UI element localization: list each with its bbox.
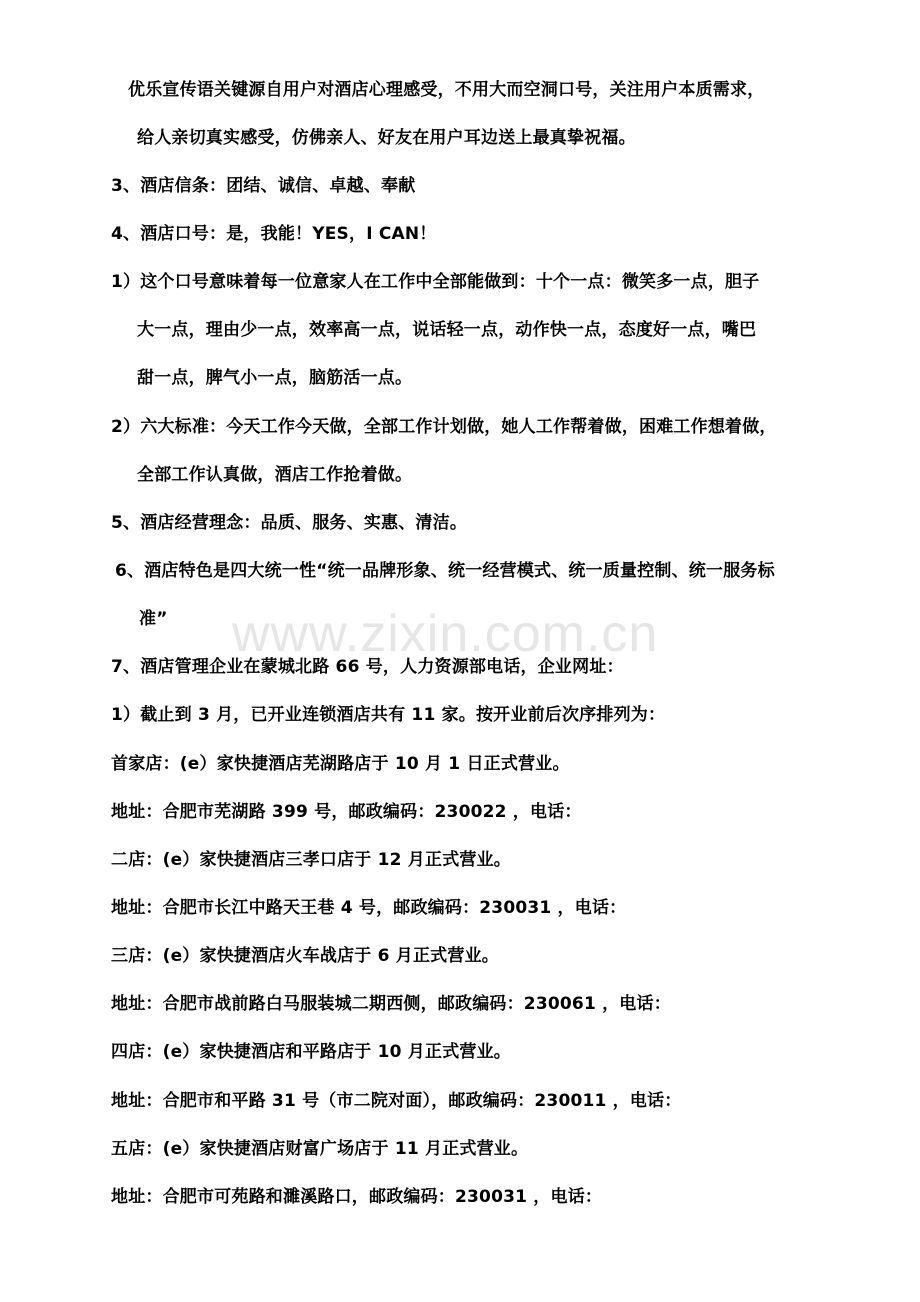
paragraph-line: 五店：(e）家快捷酒店财富广场店于 11 月正式营业。 bbox=[111, 1139, 529, 1159]
paragraph-line: 全部工作认真做，酒店工作抢着做。 bbox=[137, 465, 413, 485]
paragraph-line: 甜一点，脾气小一点，脑筋活一点。 bbox=[137, 368, 413, 388]
watermark: www.zixin.com.cn bbox=[232, 605, 659, 663]
paragraph-line: 地址：合肥市和平路 31 号（市二院对面），邮政编码：230011 ，电话： bbox=[111, 1091, 682, 1111]
paragraph-line: 地址：合肥市芜湖路 399 号，邮政编码：230022 ，电话： bbox=[111, 802, 582, 822]
paragraph-line: 准” bbox=[139, 609, 168, 629]
paragraph-line: 三店：(e）家快捷酒店火车战店于 6 月正式营业。 bbox=[111, 946, 499, 966]
paragraph-line: 给人亲切真实感受，仿佛亲人、好友在用户耳边送上最真挚祝福。 bbox=[137, 128, 636, 148]
paragraph-line: 5、酒店经营理念：品质、服务、实惠、清洁。 bbox=[111, 513, 468, 533]
paragraph-line: 地址：合肥市可苑路和濉溪路口，邮政编码：230031 ，电话： bbox=[111, 1187, 603, 1207]
paragraph-line: 地址：合肥市长江中路天王巷 4 号，邮政编码：230031 ，电话： bbox=[111, 898, 627, 918]
paragraph-line: 6、酒店特色是四大统一性“统一品牌形象、统一经营模式、统一质量控制、统一服务标 bbox=[115, 561, 775, 581]
paragraph-line: 大一点，理由少一点，效率高一点，说话轻一点，动作快一点，态度好一点，嘴巴 bbox=[137, 320, 757, 340]
paragraph-line: 1）这个口号意味着每一位意家人在工作中全部能做到：十个一点：微笑多一点，胆子 bbox=[111, 272, 760, 292]
paragraph-line: 3、酒店信条：团结、诚信、卓越、奉献 bbox=[111, 176, 416, 196]
paragraph-line: 2）六大标准：今天工作今天做，全部工作计划做，她人工作帮着做，困难工作想着做， bbox=[111, 417, 777, 437]
paragraph-line: 优乐宣传语关键源自用户对酒店心理感受，不用大而空洞口号，关注用户本质需求， bbox=[128, 80, 765, 100]
paragraph-line: 二店：(e）家快捷酒店三孝口店于 12 月正式营业。 bbox=[111, 850, 511, 870]
paragraph-line: 四店：(e）家快捷酒店和平路店于 10 月正式营业。 bbox=[111, 1042, 511, 1062]
paragraph-line: 首家店：(e）家快捷酒店芜湖路店于 10 月 1 日正式营业。 bbox=[111, 754, 570, 774]
paragraph-line: 地址：合肥市战前路白马服装城二期西侧，邮政编码：230061 ，电话： bbox=[111, 994, 671, 1014]
paragraph-line: 1）截止到 3 月，已开业连锁酒店共有 11 家。按开业前后次序排列为： bbox=[111, 705, 666, 725]
paragraph-line: 4、酒店口号：是，我能！YES，I CAN！ bbox=[111, 224, 437, 244]
paragraph-line: 7、酒店管理企业在蒙城北路 66 号，人力资源部电话，企业网址： bbox=[111, 657, 624, 677]
